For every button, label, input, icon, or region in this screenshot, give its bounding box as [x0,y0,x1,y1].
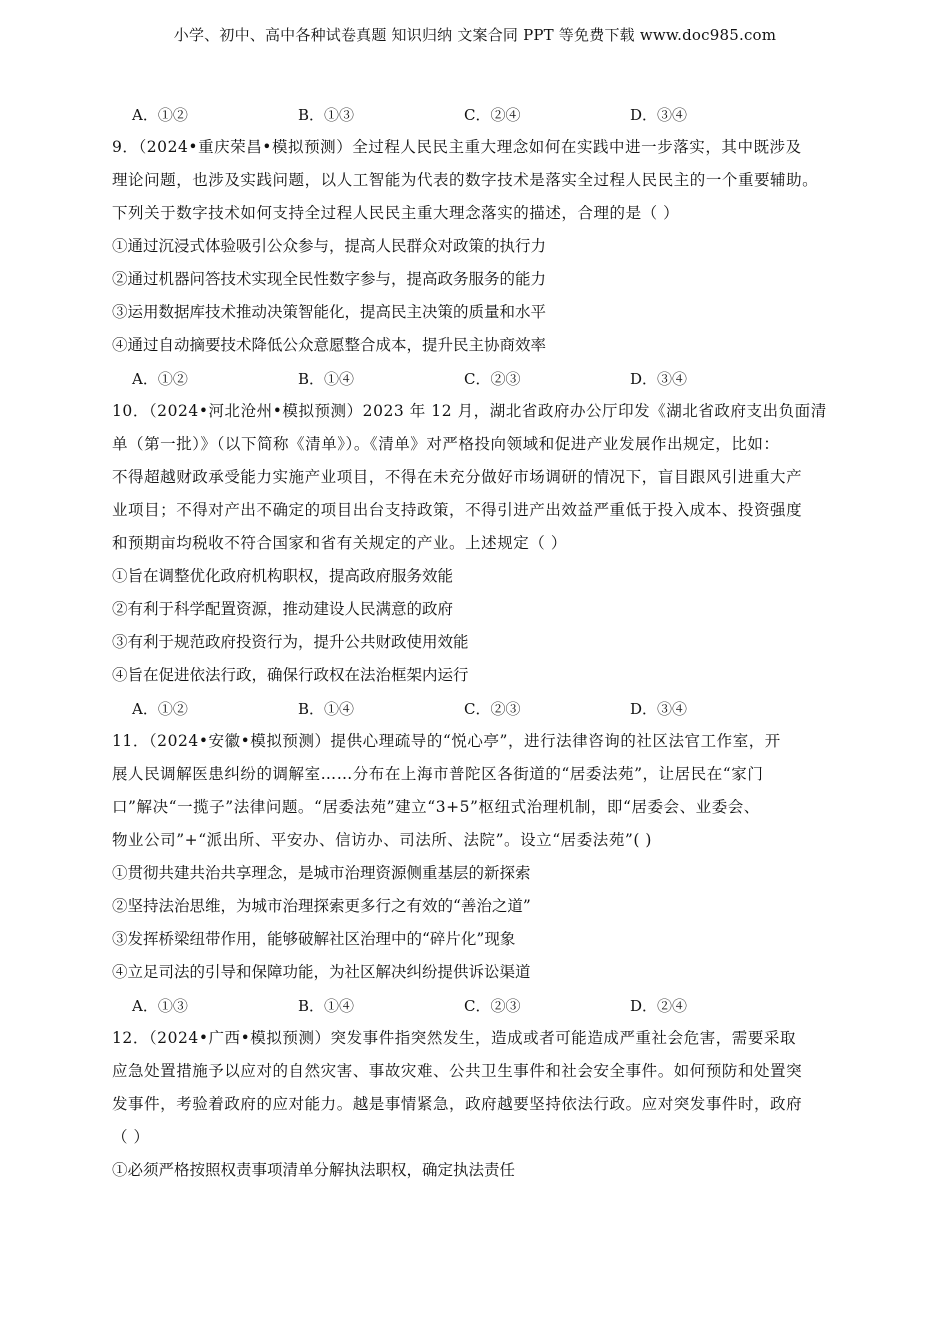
q9-options [112,362,842,395]
q11-stem-line: 展人民调解医患纠纷的调解室……分布在上海市普陀区各街道的“居委法苑”，让居民在“家门 [112,765,764,783]
q11-item-1: ①贯彻共建共治共享理念，是城市治理资源侧重基层的新探索 [112,864,531,882]
exam-page [112,98,842,1187]
q11-item-3: ③发挥桥梁纽带作用，能够破解社区治理中的“碎片化”现象 [112,930,516,948]
page-header: 小学、初中、高中各种试卷真题 知识归纳 文案合同 PPT 等免费下载 www.doc985.com [173,26,777,44]
q9-option-d: D．③④ [630,370,688,388]
q11-option-b: B．①④ [298,997,355,1015]
q11-stem-line: 口”解决“一揽子”法律问题。“居委法苑”建立“3+5”枢纽式治理机制，即“居委会、业委会、 [112,798,760,816]
q11-options [112,989,842,1022]
q11-item-4: ④立足司法的引导和保障功能，为社区解决纠纷提供诉讼渠道 [112,963,531,981]
q10-option-c: C．②③ [464,700,521,718]
q10-stem-line: 业项目；不得对产出不确定的项目出台支持政策，不得引进产出效益严重低于投入成本、投资强度 [112,501,803,519]
q10-item-1: ①旨在调整优化政府机构职权，提高政府服务效能 [112,567,454,585]
q9-item-3: ③运用数据库技术推动决策智能化，提高民主决策的质量和水平 [112,303,547,321]
q8-option-c: C．②④ [464,106,521,124]
q12-stem-line: 发事件，考验着政府的应对能力。越是事情紧急，政府越要坚持依法行政。应对突发事件时，政府 [112,1095,803,1113]
q8-option-d: D．③④ [630,106,688,124]
q11-option-d: D．②④ [630,997,688,1015]
q12-item-1: ①必须严格按照权责事项清单分解执法职权，确定执法责任 [112,1161,516,1179]
q9-item-4: ④通过自动摘要技术降低公众意愿整合成本，提升民主协商效率 [112,336,547,354]
q12-stem-line: 应急处置措施予以应对的自然灾害、事故灾难、公共卫生事件和社会安全事件。如何预防和处置突 [112,1062,803,1080]
q10-item-3: ③有利于规范政府投资行为，提升公共财政使用效能 [112,633,469,651]
q9-option-c: C．②③ [464,370,521,388]
q10-option-d: D．③④ [630,700,688,718]
q11-stem-line: 11．（2024•安徽•模拟预测）提供心理疏导的“悦心亭”，进行法律咨询的社区法官工作室，开 [112,732,781,750]
q12-stem-line: 12．（2024•广西•模拟预测）突发事件指突然发生，造成或者可能造成严重社会危害，需要采取 [112,1029,797,1047]
q9-item-2: ②通过机器问答技术实现全民性数字参与，提高政务服务的能力 [112,270,547,288]
q9-stem-line: 9．（2024•重庆荣昌•模拟预测）全过程人民民主重大理念如何在实践中进一步落实，其中既涉及 [112,138,802,156]
q8-option-b: B．①③ [298,106,355,124]
q11-item-2: ②坚持法治思维，为城市治理探索更多行之有效的“善治之道” [112,897,531,915]
q12-stem [112,1022,842,1154]
q10-stem-line: 不得超越财政承受能力实施产业项目，不得在未充分做好市场调研的情况下，盲目跟风引进重大产 [112,468,803,486]
q10-item-4: ④旨在促进依法行政，确保行政权在法治框架内运行 [112,666,469,684]
q10-option-a: A．①② [132,700,188,718]
q9-item-1: ①通过沉浸式体验吸引公众参与，提高人民群众对政策的执行力 [112,237,547,255]
q9-stem-line: 下列关于数字技术如何支持全过程人民民主重大理念落实的描述，合理的是（ ） [112,204,680,222]
q11-stem-line: 物业公司”+“派出所、平安办、信访办、司法所、法院”。设立“居委法苑”( ) [112,831,653,849]
q10-stem-line: 10．（2024•河北沧州•模拟预测）2023 年 12 月，湖北省政府办公厅印发《湖北省政府支出负面清 [112,402,827,420]
q12-stem-line: （ ） [112,1128,150,1146]
q9-stem-line: 理论问题，也涉及实践问题，以人工智能为代表的数字技术是落实全过程人民民主的一个重要辅助。 [112,171,819,189]
q11-stem [112,725,842,857]
q11-option-c: C．②③ [464,997,521,1015]
q10-stem-line: 和预期亩均税收不符合国家和省有关规定的产业。上述规定（ ） [112,534,567,552]
q10-stem-line: 单（第一批）》（以下简称《清单》）。《清单》对严格投向领域和促进产业发展作出规定，比如： [112,435,780,453]
q10-options [112,692,842,725]
q10-item-2: ②有利于科学配置资源，推动建设人民满意的政府 [112,600,454,618]
q9-stem [112,131,842,230]
q10-stem [112,395,842,560]
q8-option-a: A．①② [132,106,188,124]
q10-option-b: B．①④ [298,700,355,718]
q11-option-a: A．①③ [132,997,188,1015]
q9-option-b: B．①④ [298,370,355,388]
q9-option-a: A．①② [132,370,188,388]
q8-options [112,98,842,131]
